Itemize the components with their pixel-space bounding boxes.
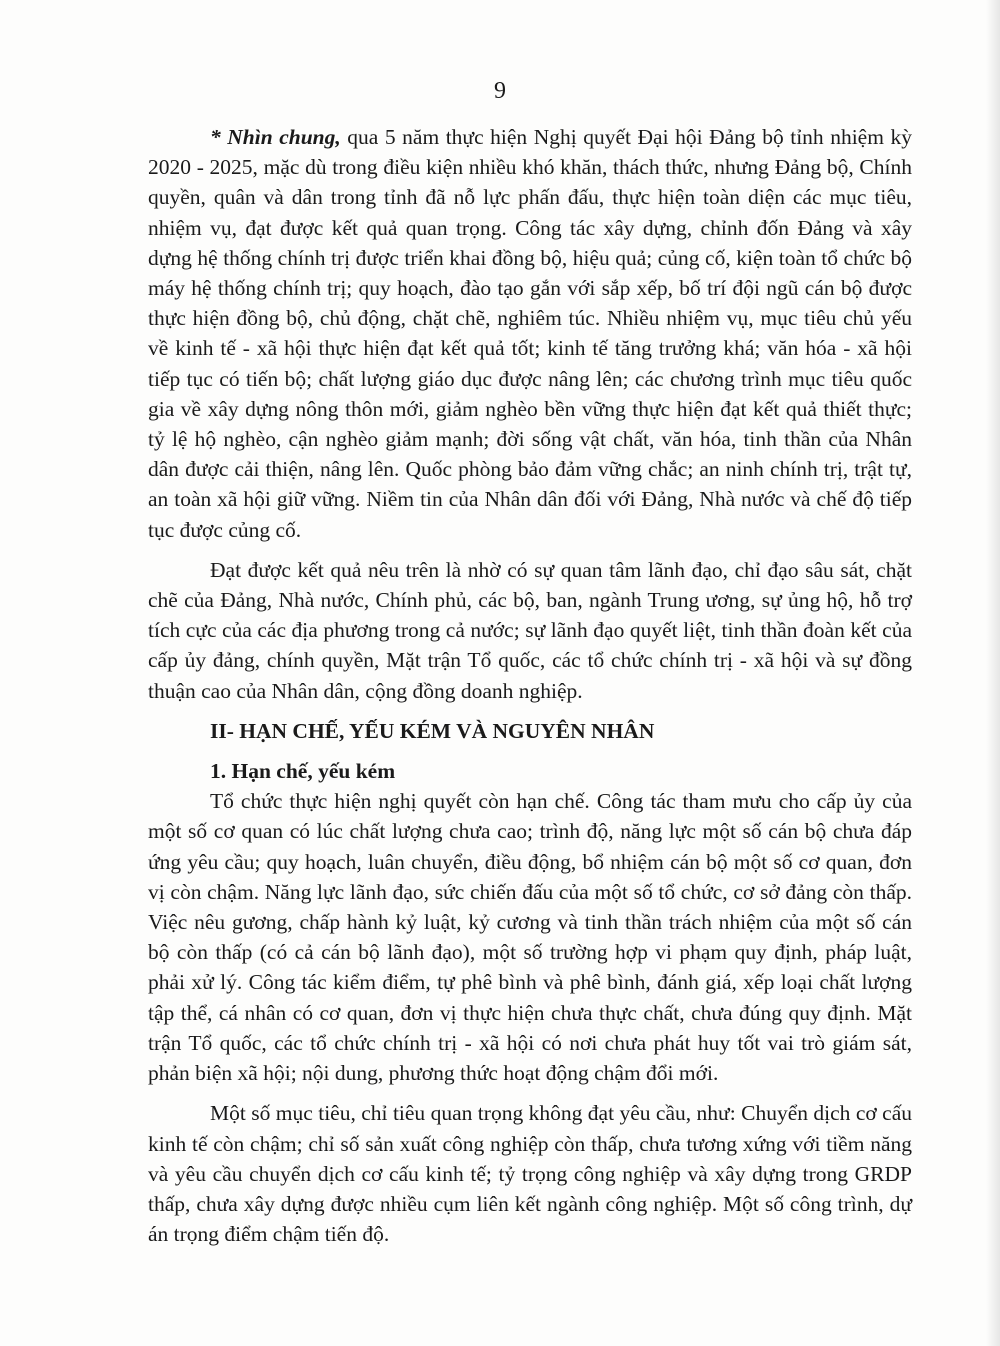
section-heading: II- HẠN CHẾ, YẾU KÉM VÀ NGUYÊN NHÂN (210, 718, 655, 743)
page-number: 9 (494, 78, 506, 104)
scan-edge-shadow (986, 0, 1000, 1346)
document-body (148, 122, 912, 1249)
subsection-heading: 1. Hạn chế, yếu kém (210, 759, 396, 784)
paragraph-summary (148, 122, 912, 545)
paragraph-results-reason: Đạt được kết quả nêu trên là nhờ có sự quan tâm lãnh đạo, chỉ đạo sâu sát, chặt chẽ của Đảng, Nhà nước, Chính phủ, các bộ, ban, ngành Trung ương, sự ủng hộ, hỗ trợ tích cực của các địa phương trong cả nước; sự lãnh đạo quyết liệt, tinh thần đoàn kết của cấp ủy đảng, chính quyền, Mặt trận Tổ quốc, các tổ chức chính trị - xã hội và sự đồng thuận cao của Nhân dân, cộng đồng doanh nghiệp. (148, 557, 912, 703)
paragraph-lead: * Nhìn chung, (210, 125, 341, 149)
paragraph-limitations: Tổ chức thực hiện nghị quyết còn hạn chế. Công tác tham mưu cho cấp ủy của một số cơ quan có lúc chất lượng chưa cao; trình độ, năng lực một số cán bộ chưa đáp ứng yêu cầu; quy hoạch, luân chuyển, điều động, bổ nhiệm cán bộ một số cơ quan, đơn vị còn chậm. Năng lực lãnh đạo, sức chiến đấu của một số tổ chức, cơ sở đảng còn thấp. Việc nêu gương, chấp hành kỷ luật, kỷ cương và tinh thần trách nhiệm của một số cán bộ còn thấp (có cả cán bộ lãnh đạo), một số trường hợp vi phạm quy định, pháp luật, phải xử lý. Công tác kiểm điểm, tự phê bình và phê bình, đánh giá, xếp loại chất lượng tập thể, cá nhân có cơ quan, đơn vị thực hiện chưa thực chất, chưa đúng quy định. Mặt trận Tổ quốc, các tổ chức chính trị - xã hội có nơi chưa phát huy tốt vai trò giám sát, phản biện xã hội; nội dung, phương thức hoạt động chậm đổi mới. (148, 789, 912, 1086)
paragraph-targets: Một số mục tiêu, chỉ tiêu quan trọng không đạt yêu cầu, như: Chuyển dịch cơ cấu kinh tế còn chậm; chỉ số sản xuất công nghiệp còn thấp, chưa tương xứng với tiềm năng và yêu cầu chuyển dịch cơ cấu kinh tế; tỷ trọng công nghiệp và xây dựng trong GRDP thấp, chưa xây dựng được nhiều cụm liên kết ngành công nghiệp. Một số công trình, dự án trọng điểm chậm tiến độ. (148, 1101, 912, 1247)
paragraph-summary-text: qua 5 năm thực hiện Nghị quyết Đại hội Đảng bộ tỉnh nhiệm kỳ 2020 - 2025, mặc dù trong điều kiện nhiều khó khăn, thách thức, nhưng Đảng bộ, Chính quyền, quân và dân trong tỉnh đã nỗ lực phấn đấu, thực hiện toàn diện các mục tiêu, nhiệm vụ, đạt được kết quả quan trọng. Công tác xây dựng, chỉnh đốn Đảng và xây dựng hệ thống chính trị được triển khai đồng bộ, hiệu quả; củng cố, kiện toàn tổ chức bộ máy hệ thống chính trị; quy hoạch, đào tạo gắn với sắp xếp, bố trí đội ngũ cán bộ được thực hiện đồng bộ, chủ động, chặt chẽ, nghiêm túc. Nhiều nhiệm vụ, mục tiêu chủ yếu về kinh tế - xã hội thực hiện đạt kết quả tốt; kinh tế tăng trưởng khá; văn hóa - xã hội tiếp tục có tiến bộ; chất lượng giáo dục được nâng lên; các chương trình mục tiêu quốc gia về xây dựng nông thôn mới, giảm nghèo bền vững thực hiện đạt kết quả thiết thực; tỷ lệ hộ nghèo, cận nghèo giảm mạnh; đời sống vật chất, văn hóa, tinh thần của Nhân dân được cải thiện, nâng lên. Quốc phòng bảo đảm vững chắc; an ninh chính trị, trật tự, an toàn xã hội giữ vững. Niềm tin của Nhân dân đối với Đảng, Nhà nước và chế độ tiếp tục được củng cố. (148, 125, 912, 542)
